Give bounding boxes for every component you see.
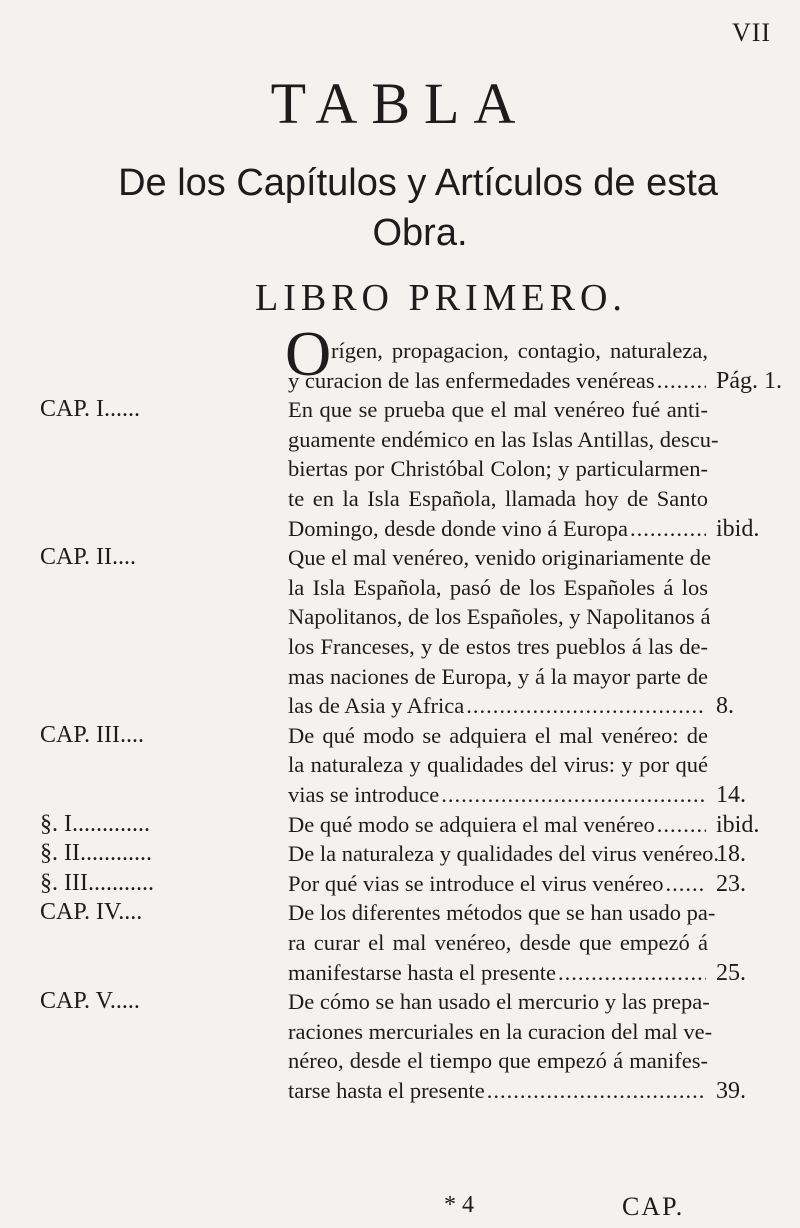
entry-text: Por qué vias se introduce el virus venéreo bbox=[288, 870, 664, 896]
entry-text-line bbox=[288, 960, 708, 986]
entry-text-line bbox=[288, 871, 708, 897]
entry-text-line: los Franceses, y de estos tres pueblos á las de- bbox=[288, 634, 708, 659]
entry-label: §. I............. bbox=[40, 810, 150, 837]
subtitle-line-2: Obra. bbox=[372, 212, 468, 254]
entry-text-line: Que el mal venéreo, venido originariamente de bbox=[288, 545, 711, 571]
page-reference: 23. bbox=[716, 870, 746, 897]
entry-text: manifestarse hasta el presente bbox=[288, 959, 557, 985]
page-title: TABLA bbox=[270, 71, 530, 136]
entry-text-line: mas naciones de Europa, y á la mayor parte de bbox=[288, 663, 708, 689]
entry-text-line: ra curar el mal venéreo, desde que empezó á bbox=[288, 930, 708, 955]
entry-text-line: En que se prueba que el mal venéreo fué anti- bbox=[288, 397, 708, 423]
entry-text: Domingo, desde donde vino á Europa bbox=[288, 515, 628, 541]
entry-text: De qué modo se adquiera el mal venéreo bbox=[288, 811, 655, 837]
entry-text: vias se introduce bbox=[288, 782, 440, 807]
entry-text-line: De cómo se han usado el mercurio y las prepa- bbox=[288, 989, 710, 1015]
signature-mark: * 4 bbox=[444, 1192, 474, 1218]
entry-label: CAP. I...... bbox=[40, 396, 141, 423]
entry-text-line bbox=[288, 368, 708, 394]
leader-dots bbox=[657, 368, 706, 394]
entry-text-line: rígen, propagacion, contagio, naturaleza, bbox=[331, 338, 708, 363]
entry-label: CAP. III.... bbox=[40, 721, 145, 748]
entry-text-line: néreo, desde el tiempo que empezó á manifes- bbox=[288, 1048, 708, 1074]
book-heading: LIBRO PRIMERO. bbox=[255, 277, 627, 319]
entry-text-line: De los diferentes métodos que se han usado pa- bbox=[288, 900, 716, 926]
entry-text-line bbox=[288, 1078, 708, 1104]
entry-label: §. II............ bbox=[40, 840, 152, 867]
leader-dots bbox=[657, 812, 706, 838]
entry-text-line: Napolitanos, de los Españoles, y Napolitanos á bbox=[288, 604, 711, 630]
catchword: CAP. bbox=[622, 1192, 685, 1221]
page-reference: 39. bbox=[716, 1078, 746, 1104]
entry-label: CAP. II.... bbox=[40, 544, 137, 571]
leader-dots bbox=[466, 693, 706, 719]
page-reference: ibid. bbox=[716, 811, 760, 838]
entry-text: De la naturaleza y qualidades del virus venéreo. bbox=[288, 841, 720, 867]
entry-text-line bbox=[288, 693, 708, 719]
entry-text-line: raciones mercuriales en la curacion del mal ve- bbox=[288, 1018, 713, 1044]
entry-text-line bbox=[288, 841, 720, 867]
entry-text-line bbox=[288, 516, 708, 542]
page-reference: 14. bbox=[716, 782, 746, 808]
entry-text-line bbox=[288, 812, 708, 838]
entry-label: CAP. IV.... bbox=[40, 899, 143, 926]
entry-text-line: la Isla Española, pasó de los Españoles á los bbox=[288, 574, 708, 600]
page-reference: 18. bbox=[716, 841, 746, 868]
entry-label: §. III........... bbox=[40, 869, 154, 896]
drop-cap: O bbox=[285, 318, 332, 389]
entry-text-line: biertas por Christóbal Colon; y particularmen- bbox=[288, 456, 708, 482]
leader-dots bbox=[487, 1078, 706, 1104]
leader-dots bbox=[558, 960, 706, 986]
entry-text: y curacion de las enfermedades venéreas bbox=[288, 367, 655, 393]
leader-dots bbox=[441, 782, 706, 808]
entry-text-line: la naturaleza y qualidades del virus: y por qué bbox=[288, 752, 708, 778]
leader-dots bbox=[666, 871, 706, 897]
page-reference: 8. bbox=[716, 693, 734, 720]
page-reference: ibid. bbox=[716, 515, 760, 542]
entry-text: las de Asia y Africa bbox=[288, 693, 465, 719]
page-reference: 25. bbox=[716, 959, 746, 986]
entry-text: tarse hasta el presente bbox=[288, 1078, 485, 1103]
page-number: VII bbox=[732, 18, 772, 47]
leader-dots bbox=[630, 516, 706, 542]
entry-text-line: guamente endémico en las Islas Antillas, descu- bbox=[288, 426, 719, 452]
entry-text-line bbox=[288, 782, 708, 808]
entry-text-line: te en la Isla Española, llamada hoy de Santo bbox=[288, 486, 708, 511]
subtitle-line-1: De los Capítulos y Artículos de esta bbox=[118, 162, 718, 204]
entry-label: CAP. V..... bbox=[40, 988, 140, 1015]
page-reference: Pág. 1. bbox=[716, 367, 782, 394]
entry-text-line: De qué modo se adquiera el mal venéreo: de bbox=[288, 722, 708, 748]
